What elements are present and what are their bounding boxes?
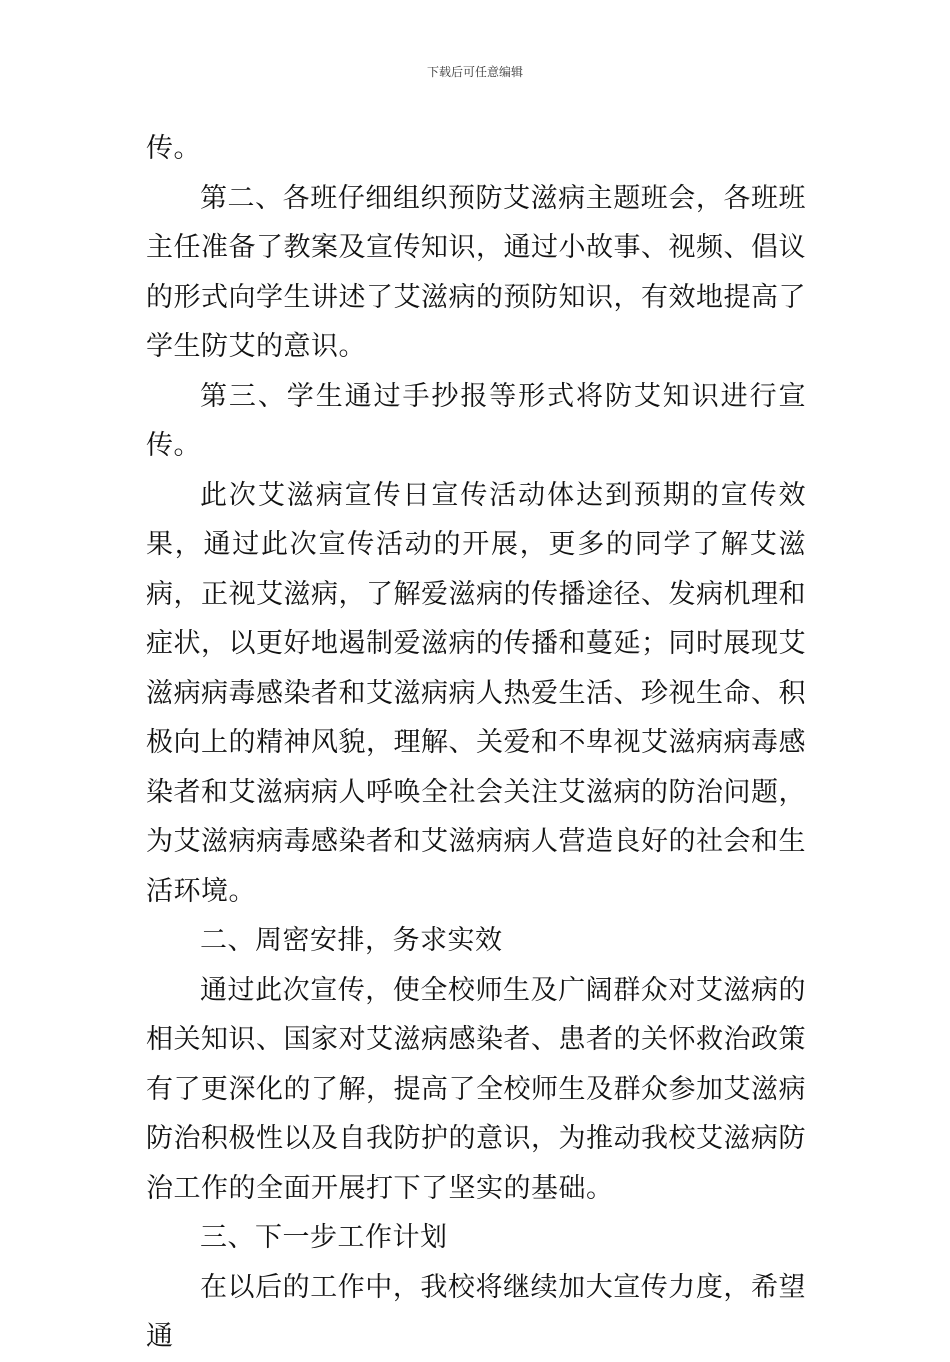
paragraph-outcome: 通过此次宣传，使全校师生及广阔群众对艾滋病的相关知识、国家对艾滋病感染者、患者的关怀救治政策有了更深化的了解，提高了全校师生及群众参加艾滋病防治积极性以及自我防护的意识，为推动我校艾滋病防治工作的全面开展打下了坚实的基础。	[146, 974, 806, 1204]
page-header: 下载后可任意编辑	[426, 65, 523, 79]
paragraph-continuation: 传。	[146, 133, 201, 164]
section-heading-arrangement: 二、周密安排，务求实效	[200, 925, 503, 956]
paragraph-future-work: 在以后的工作中，我校将继续加大宣传力度，希望通	[146, 1271, 806, 1352]
paragraph-campaign-effect: 此次艾滋病宣传日宣传活动体达到预期的宣传效果，通过此次宣传活动的开展，更多的同学了解艾滋病，正视艾滋病，了解爱滋病的传播途径、发病机理和症状，以更好地遏制爱滋病的传播和蔓延；同时展现艾滋病病毒感染者和艾滋病病人热爱生活、珍视生命、积极向上的精神风貌，理解、关爱和不卑视艾滋病病毒感染者和艾滋病病人呼唤全社会关注艾滋病的防治问题，为艾滋病病毒感染者和艾滋病病人营造良好的社会和生活环境。	[146, 479, 806, 907]
section-heading-next-steps: 三、下一步工作计划	[200, 1222, 448, 1253]
paragraph-handwritten-newspaper: 第三、学生通过手抄报等形式将防艾知识进行宣传。	[146, 380, 806, 461]
paragraph-class-meeting: 第二、各班仔细组织预防艾滋病主题班会，各班班主任准备了教案及宣传知识，通过小故事、视频、倡议的形式向学生讲述了艾滋病的预防知识，有效地提高了学生防艾的意识。	[146, 182, 806, 362]
document-body	[146, 124, 806, 1362]
